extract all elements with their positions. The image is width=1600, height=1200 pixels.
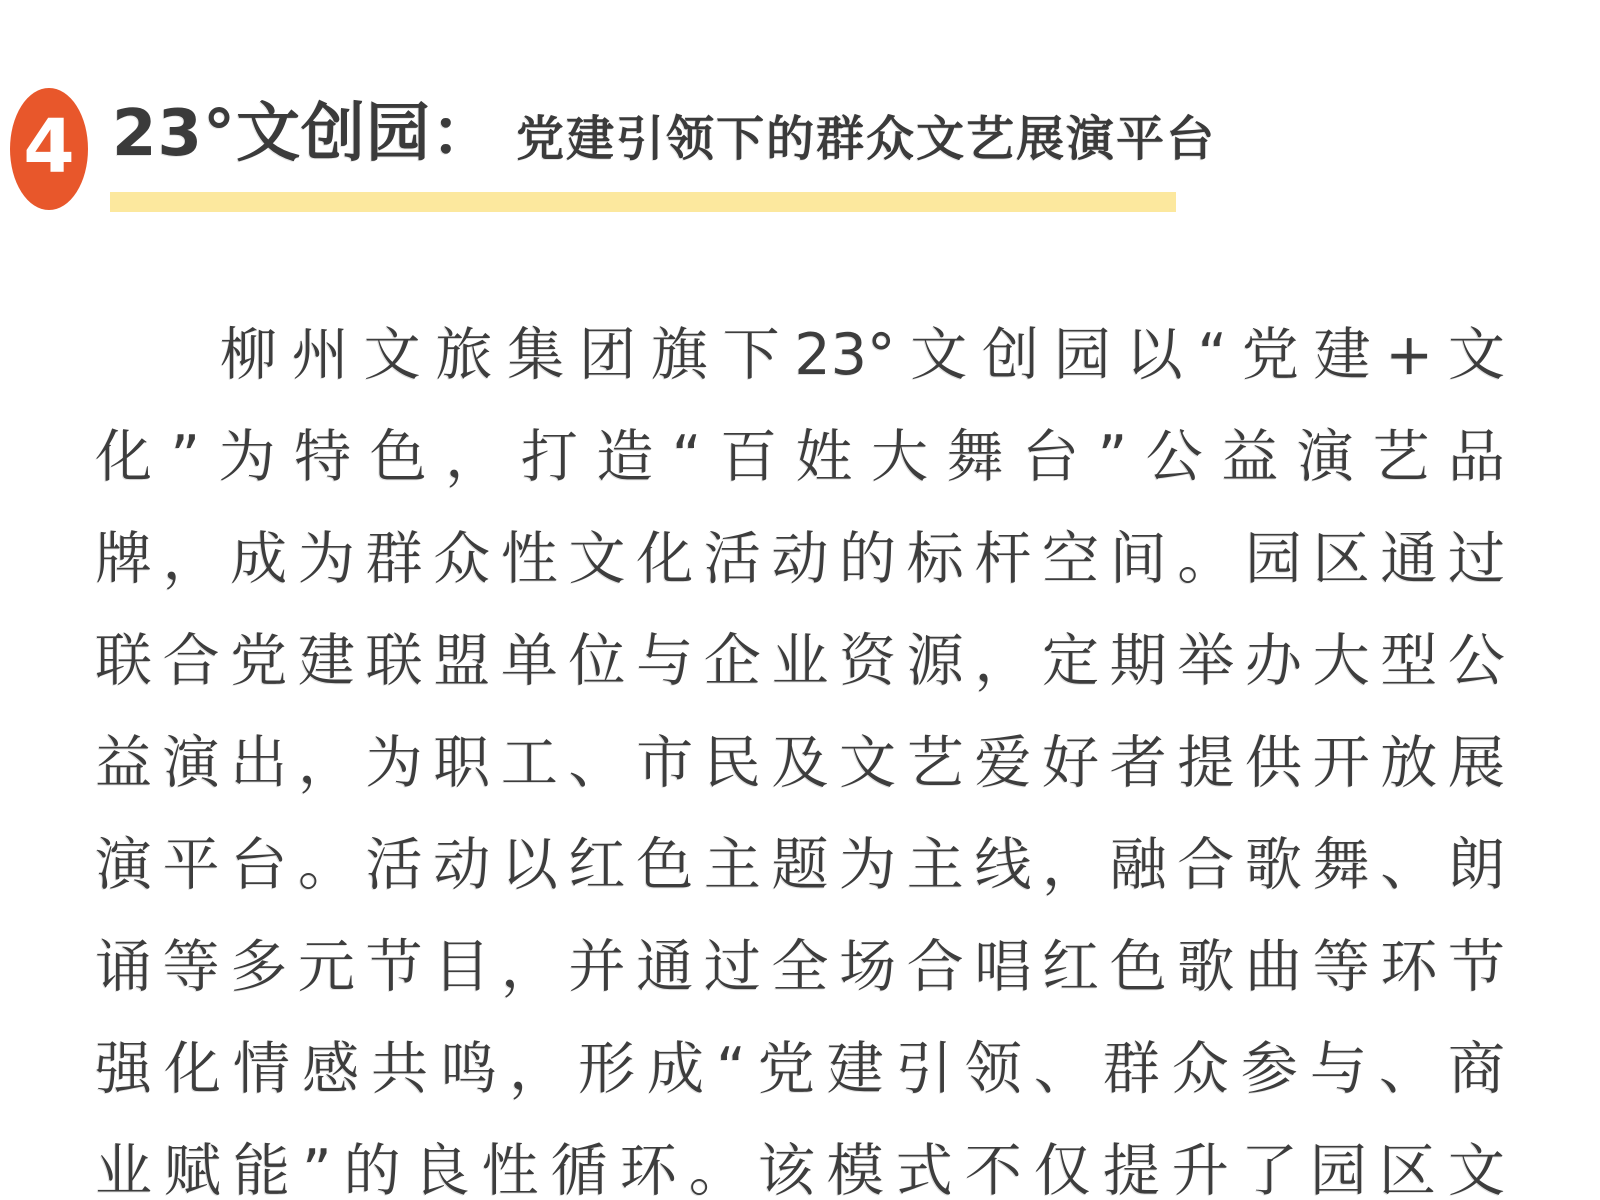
section-heading	[112, 98, 1216, 170]
paragraph-line: 联合党建联盟单位与企业资源，定期举办大型公	[95, 628, 1505, 694]
paragraph-line: 强化情感共鸣，形成“党建引领、群众参与、商	[95, 1036, 1505, 1102]
paragraph-line: 柳州文旅集团旗下23°文创园以“党建+文	[220, 322, 1505, 388]
section-subtitle: 党建引领下的群众文艺展演平台	[516, 111, 1217, 167]
paragraph-line: 业赋能”的良性循环。该模式不仅提升了园区文	[95, 1138, 1505, 1200]
paragraph-line: 牌，成为群众性文化活动的标杆空间。园区通过	[95, 526, 1505, 592]
article-paragraph	[95, 304, 1505, 1200]
section-title: 23°文创园：	[112, 97, 497, 171]
paragraph-line: 演平台。活动以红色主题为主线，融合歌舞、朗	[95, 832, 1505, 898]
paragraph-line: 益演出，为职工、市民及文艺爱好者提供开放展	[95, 730, 1505, 796]
section-number-badge	[10, 88, 88, 210]
paragraph-line: 化”为特色，打造“百姓大舞台”公益演艺品	[95, 424, 1505, 490]
title-highlight-bar	[110, 192, 1176, 212]
paragraph-line: 诵等多元节目，并通过全场合唱红色歌曲等环节	[95, 934, 1505, 1000]
section-number: 4	[23, 104, 75, 190]
